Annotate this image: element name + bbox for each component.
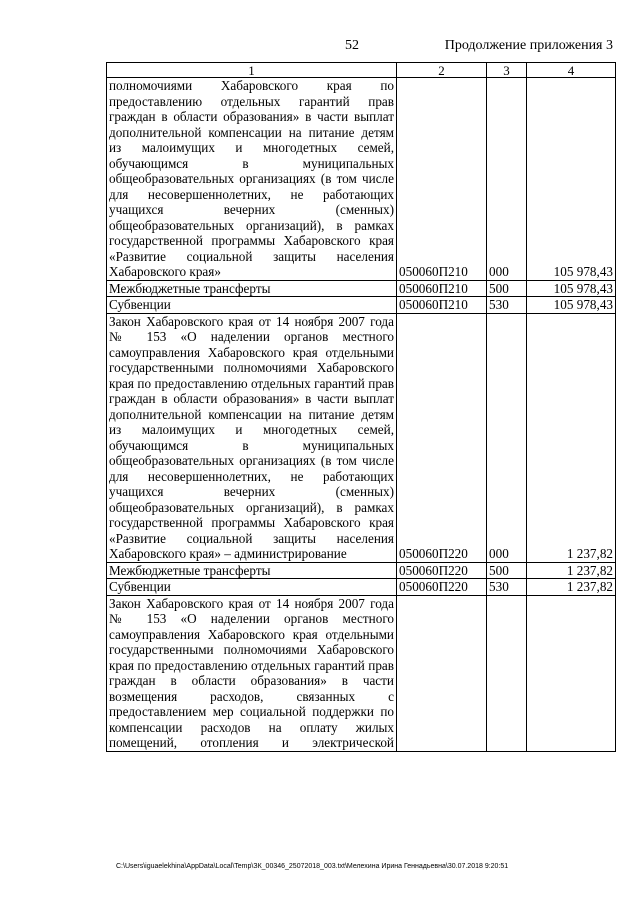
row-code: 050060П220 [397,579,487,596]
table-row [107,595,616,751]
row-sum [527,595,616,751]
column-header-1: 1 [107,63,397,78]
table-header-row [107,63,616,78]
row-description: Субвенции [107,579,397,596]
row-sum: 1 237,82 [527,313,616,562]
row-code [397,595,487,751]
table-row [107,562,616,579]
row-description: Межбюджетные трансферты [107,562,397,579]
row-type: 000 [487,78,527,281]
row-description: полномочиями Хабаровского края по предоставлению отдельных гарантий прав граждан в области образования» в части выплат дополнительной компенсации на питание детям из малоимущих и многодетных семей, обучающимся в муниципальных общеобразовательных организациях (в том числе для несовершеннолетних, не работающих учащихся вечерних (сменных) общеобразовательных организаций), в рамках государственной программы Хабаровского края «Развитие социальной защиты населения Хабаровского края» [107,78,397,281]
table-row [107,78,616,281]
column-header-4: 4 [527,63,616,78]
table-row [107,297,616,314]
row-sum: 1 237,82 [527,562,616,579]
table-row [107,313,616,562]
row-description: Закон Хабаровского края от 14 ноября 2007 года № 153 «О наделении органов местного самоуправления Хабаровского края отдельными государственными полномочиями Хабаровского края по предоставлению отдельных гарантий прав граждан в области образования» в части возмещения расходов, связанных с предоставлением мер социальной поддержки по компенсации расходов на оплату жилых помещений, отопления и электрической [107,595,397,751]
row-code: 050060П210 [397,297,487,314]
row-sum: 105 978,43 [527,280,616,297]
page-number: 52 [345,38,359,53]
row-sum: 1 237,82 [527,579,616,596]
row-sum: 105 978,43 [527,297,616,314]
row-code: 050060П210 [397,280,487,297]
row-code: 050060П220 [397,313,487,562]
row-code: 050060П210 [397,78,487,281]
budget-table [106,62,616,752]
row-sum: 105 978,43 [527,78,616,281]
row-type [487,595,527,751]
row-type: 500 [487,280,527,297]
row-type: 530 [487,297,527,314]
continuation-label: Продолжение приложения 3 [444,38,613,53]
row-description: Закон Хабаровского края от 14 ноября 2007 года № 153 «О наделении органов местного самоуправления Хабаровского края отдельными государственными полномочиями Хабаровского края по предоставлению отдельных гарантий прав граждан в области образования» в части выплат дополнительной компенсации на питание детям из малоимущих и многодетных семей, обучающимся в муниципальных общеобразовательных организациях (в том числе для несовершеннолетних, не работающих учащихся вечерних (сменных) общеобразовательных организаций), в рамках государственной программы Хабаровского края «Развитие социальной защиты населения Хабаровского края» – администрирование [107,313,397,562]
table-row [107,280,616,297]
row-description: Межбюджетные трансферты [107,280,397,297]
column-header-2: 2 [397,63,487,78]
table-row [107,579,616,596]
row-code: 050060П220 [397,562,487,579]
column-header-3: 3 [487,63,527,78]
row-description: Субвенции [107,297,397,314]
row-type: 500 [487,562,527,579]
row-type: 530 [487,579,527,596]
row-type: 000 [487,313,527,562]
file-path-footer: C:\Users\iguaelekhina\AppData\Local\Temp\ЗК_00346_25072018_003.txt\Мелехина Ирина Геннадьевна\30.07.2018 9:20:51 [116,863,509,870]
